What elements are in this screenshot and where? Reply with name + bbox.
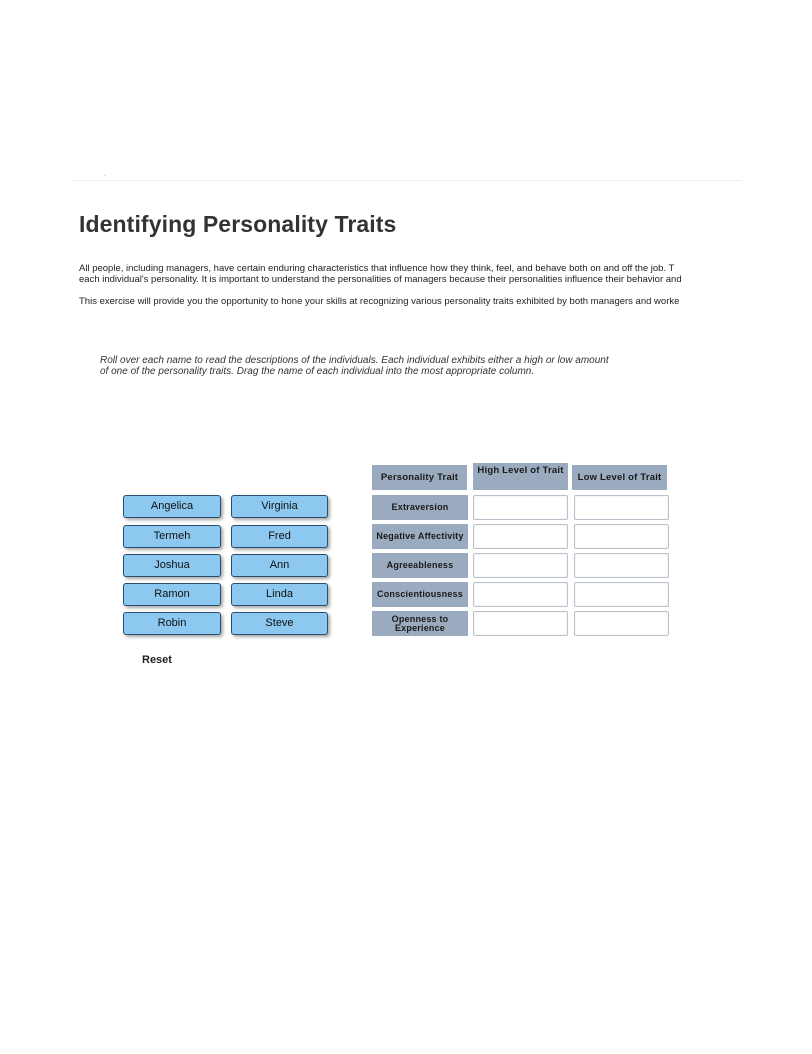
name-card-ramon[interactable]: Ramon (123, 583, 221, 606)
drop-zone-conscientiousness-high[interactable] (473, 582, 568, 607)
name-card-virginia[interactable]: Virginia (231, 495, 328, 518)
name-card-ann[interactable]: Ann (231, 554, 328, 577)
drop-zone-openness-low[interactable] (574, 611, 669, 636)
name-card-robin[interactable]: Robin (123, 612, 221, 635)
drop-zone-openness-high[interactable] (473, 611, 568, 636)
drop-zone-negative-affectivity-high[interactable] (473, 524, 568, 549)
page-title: Identifying Personality Traits (79, 211, 397, 237)
header-personality-trait: Personality Trait (372, 465, 468, 490)
row-label-agreeableness: Agreeableness (372, 553, 468, 578)
instructions-line: Roll over each name to read the descriptions of the individuals. Each individual exhibits either a high or low amount (100, 355, 609, 366)
row-label-negative-affectivity: Negative Affectivity (372, 524, 468, 549)
drop-zone-negative-affectivity-low[interactable] (574, 524, 669, 549)
row-label-conscientiousness: Conscientiousness (372, 582, 468, 607)
intro-line: All people, including managers, have certain enduring characteristics that influence how they think, feel, and behave both on and off the job. T (79, 264, 675, 274)
name-card-joshua[interactable]: Joshua (123, 554, 221, 577)
intro-line: This exercise will provide you the opportunity to hone your skills at recognizing various personality traits exhibited by both managers and worke (79, 296, 680, 307)
drop-zone-extraversion-high[interactable] (473, 495, 568, 520)
instructions (100, 355, 680, 377)
name-card-angelica[interactable]: Angelica (123, 495, 221, 518)
drop-zone-extraversion-low[interactable] (574, 495, 669, 520)
header-low-level: Low Level of Trait (572, 465, 668, 490)
top-divider (72, 180, 742, 181)
drop-zone-conscientiousness-low[interactable] (574, 582, 669, 607)
row-label-openness-to-experience: Openness to Experience (372, 611, 468, 636)
name-card-termeh[interactable]: Termeh (123, 525, 221, 548)
reset-button[interactable]: Reset (142, 654, 172, 666)
header-high-level: High Level of Trait (473, 463, 569, 490)
name-card-fred[interactable]: Fred (231, 525, 328, 548)
intro-text (79, 264, 740, 308)
name-card-steve[interactable]: Steve (231, 612, 328, 635)
drop-zone-agreeableness-high[interactable] (473, 553, 568, 578)
top-dot: . (104, 172, 106, 178)
drop-zone-agreeableness-low[interactable] (574, 553, 669, 578)
intro-line: each individual's personality. It is important to understand the personalities of managers because their personalities influence their behavior and (79, 273, 682, 285)
row-label-extraversion: Extraversion (372, 495, 468, 520)
name-card-linda[interactable]: Linda (231, 583, 328, 606)
instructions-line: of one of the personality traits. Drag the name of each individual into the most appropriate column. (100, 366, 535, 377)
